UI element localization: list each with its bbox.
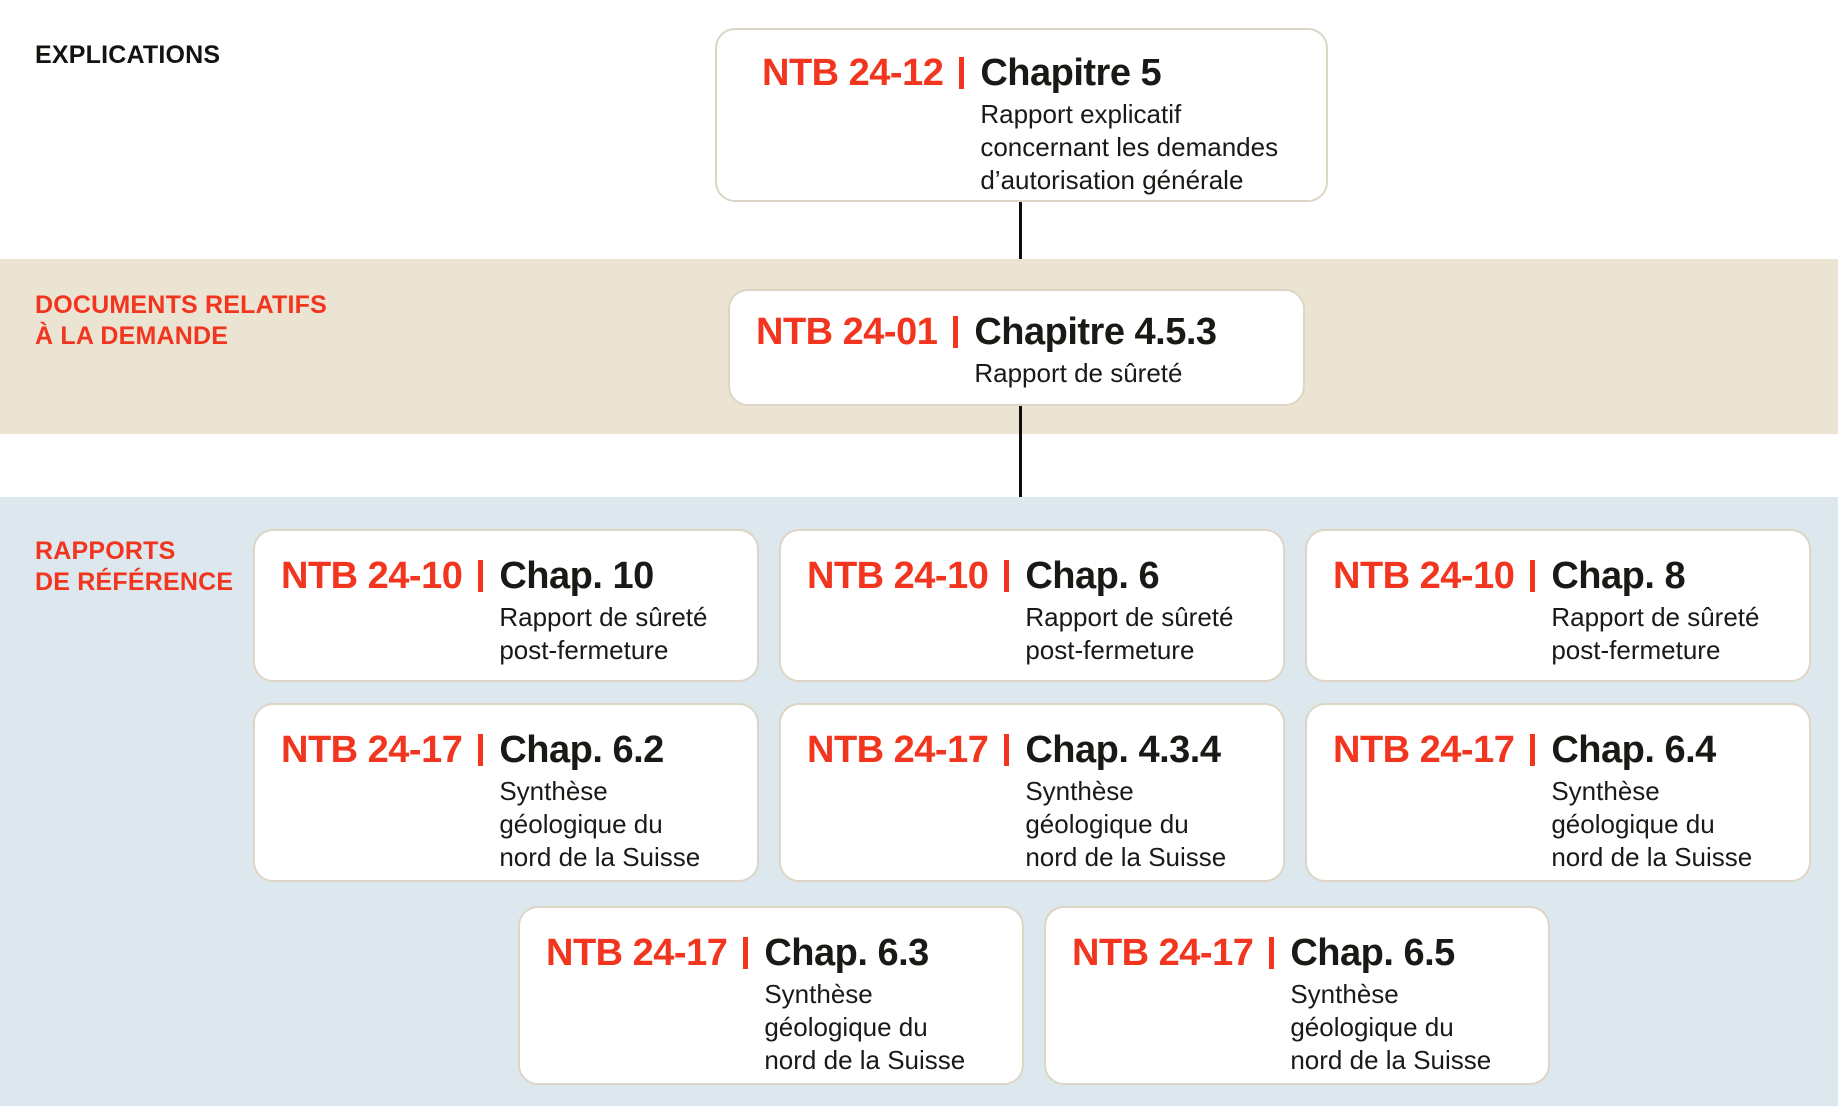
- connector-demande-to-reference: [1019, 406, 1022, 497]
- report-subtitle: Rapport de sûreté post-fermeture: [1551, 602, 1760, 665]
- report-subtitle: Synthèse géologique du nord de la Suisse: [764, 979, 966, 1075]
- report-code: NTB 24-10: [807, 555, 989, 597]
- chapter-title: Chap. 6.2: [499, 729, 664, 771]
- card-ntb-24-17-chap-6-4: [1305, 703, 1811, 882]
- report-code: NTB 24-17: [1333, 729, 1515, 771]
- report-code: NTB 24-10: [1333, 555, 1515, 597]
- section-label-line: DOCUMENTS RELATIFS: [35, 291, 328, 319]
- separator-bar: [1004, 734, 1009, 766]
- report-subtitle: Synthèse géologique du nord de la Suisse: [1290, 979, 1492, 1075]
- report-code: NTB 24-10: [281, 555, 463, 597]
- separator-bar: [478, 560, 483, 592]
- report-code: NTB 24-17: [281, 729, 463, 771]
- card-ntb-24-17-chap-6-5: [1044, 906, 1550, 1085]
- card-ntb-24-12-chapitre-5: [715, 28, 1328, 202]
- separator-bar: [959, 57, 964, 89]
- chapter-title: Chapitre 4.5.3: [974, 311, 1217, 353]
- section-label-line: DE RÉFÉRENCE: [35, 568, 234, 596]
- report-code: NTB 24-17: [1072, 932, 1254, 974]
- chapter-title: Chap. 10: [499, 555, 654, 597]
- report-subtitle: Rapport de sûreté post-fermeture: [499, 602, 708, 665]
- section-label-rapports-reference: [35, 536, 233, 598]
- separator-bar: [1004, 560, 1009, 592]
- separator-bar: [1530, 560, 1535, 592]
- chapter-title: Chap. 6.4: [1551, 729, 1716, 771]
- section-label-line: À LA DEMANDE: [35, 322, 229, 350]
- card-ntb-24-01-chapitre-4-5-3: [728, 289, 1305, 406]
- separator-bar: [1269, 937, 1274, 969]
- report-subtitle: Synthèse géologique du nord de la Suisse: [1551, 776, 1753, 872]
- card-ntb-24-10-chap-8: [1305, 529, 1811, 682]
- chapter-title: Chap. 6.3: [764, 932, 929, 974]
- separator-bar: [743, 937, 748, 969]
- card-ntb-24-10-chap-6: [779, 529, 1285, 682]
- section-label-explications: [35, 40, 220, 71]
- card-ntb-24-17-chap-4-3-4: [779, 703, 1285, 882]
- report-code: NTB 24-17: [807, 729, 989, 771]
- chapter-title: Chap. 4.3.4: [1025, 729, 1221, 771]
- report-subtitle: Rapport explicatif concernant les demandes d’autorisation générale: [980, 99, 1279, 195]
- report-subtitle: Rapport de sûreté: [974, 358, 1183, 388]
- report-code: NTB 24-01: [756, 311, 938, 353]
- separator-bar: [478, 734, 483, 766]
- section-label-line: EXPLICATIONS: [35, 41, 221, 69]
- chapter-title: Chap. 6.5: [1290, 932, 1455, 974]
- report-subtitle: Synthèse géologique du nord de la Suisse: [1025, 776, 1227, 872]
- section-label-line: RAPPORTS: [35, 537, 176, 565]
- chapter-title: Chap. 6: [1025, 555, 1160, 597]
- card-ntb-24-17-chap-6-2: [253, 703, 759, 882]
- report-code: NTB 24-17: [546, 932, 728, 974]
- report-code: NTB 24-12: [762, 52, 944, 94]
- report-subtitle: Rapport de sûreté post-fermeture: [1025, 602, 1234, 665]
- separator-bar: [1530, 734, 1535, 766]
- separator-bar: [953, 316, 958, 348]
- card-ntb-24-17-chap-6-3: [518, 906, 1024, 1085]
- connector-top-to-demande: [1019, 202, 1022, 259]
- report-subtitle: Synthèse géologique du nord de la Suisse: [499, 776, 701, 872]
- chapter-title: Chapitre 5: [980, 52, 1162, 94]
- card-ntb-24-10-chap-10: [253, 529, 759, 682]
- chapter-title: Chap. 8: [1551, 555, 1686, 597]
- section-label-documents-demande: [35, 290, 327, 352]
